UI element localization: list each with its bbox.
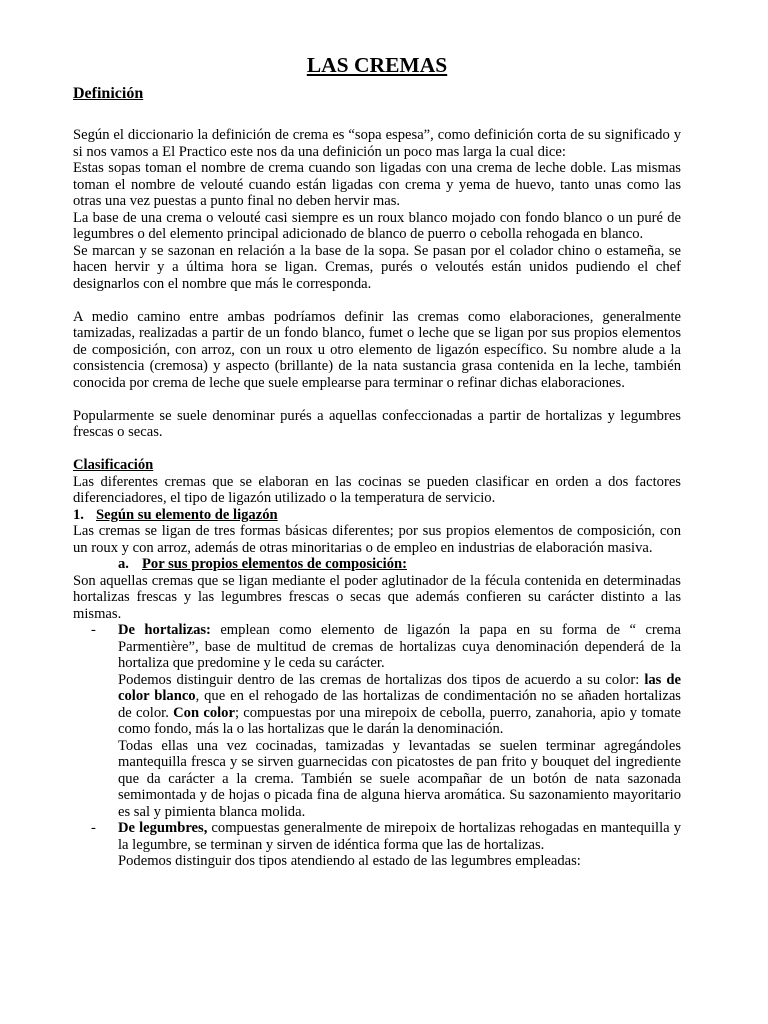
item-text: emplean como elemento de ligazón la papa en su forma de “ crema Parmentière”, base de multitud de cremas de hortalizas cuya denominación dependerá de la hortaliza que predomine y le ceda su carácter. [118, 622, 681, 671]
item-term: De legumbres, [118, 820, 208, 836]
spacer [73, 106, 681, 127]
indented-paragraph [73, 672, 681, 738]
bold-run: las de color blanco [118, 671, 681, 704]
indented-paragraph: Todas ellas una vez cocinadas, tamizadas y levantadas se suelen terminar agregándoles mantequilla fresca y se sirven guarnecidas con picatostes de pan frito y bouquet del ingrediente que da carácter a la crema. También se suele acompañar de un botón de nata sazonada semimontada y de hojas o picada fina de alguna hierva aromática. Su sazonamiento mayoritario es sal y pimienta blanca molida. [118, 737, 681, 820]
lettered-heading [73, 556, 681, 573]
bold-run: Con color [173, 704, 235, 721]
paragraph: Las diferentes cremas que se elaboran en las cocinas se pueden clasificar en orden a dos factores diferenciadores, el tipo de ligazón utilizado o la temperatura de servicio. [73, 473, 681, 506]
text-run: ; compuestas por una mirepoix de cebolla, puerro, zanahoria, apio y tomate como fondo, más la o las hortalizas que le darán la denominación. [118, 704, 682, 737]
section-heading-clasificacion: Clasificación [73, 457, 154, 473]
bullet-dash: - [91, 820, 96, 836]
list-title: Por sus propios elementos de composición: [142, 556, 407, 572]
paragraph: Las cremas se ligan de tres formas básicas diferentes; por sus propios elementos de composición, con un roux y con arroz, además de otras minoritarias o de empleo en industrias de elaboración masiva. [73, 523, 681, 556]
list-number: 1. [73, 506, 84, 523]
list-item [73, 820, 681, 853]
section-heading-definicion: Definición [73, 85, 144, 102]
indented-paragraph: Podemos distinguir dos tipos atendiendo al estado de las legumbres empleadas: [118, 853, 581, 869]
document-title: LAS CREMAS [306, 53, 448, 77]
text-run: , que en el rehogado de las hortalizas de condimentación no se añaden hortalizas de color. [118, 688, 681, 721]
list-item [73, 622, 681, 672]
item-term: De hortalizas: [118, 622, 211, 638]
paragraph: Según el diccionario la definición de crema es “sopa espesa”, como definición corta de su significado y si nos vamos a El Practico este nos da una definición un poco mas larga la cual dice: [73, 127, 681, 160]
paragraph: Se marcan y se sazonan en relación a la base de la sopa. Se pasan por el colador chino o estameña, se hacen hervir y a última hora se ligan. Cremas, purés o veloutés están unidos pudiendo el chef designarlos con el nombre que más le corresponda. [73, 242, 681, 292]
paragraph: Popularmente se suele denominar purés a aquellas confeccionadas a partir de hortalizas y legumbres frescas o secas. [73, 407, 681, 440]
text-run: Podemos distinguir dentro de las cremas de hortalizas dos tipos de acuerdo a su color: [118, 671, 645, 688]
paragraph: Son aquellas cremas que se ligan mediante el poder aglutinador de la fécula contenida en determinadas hortalizas frescas y las legumbres frescas o secas que además confieren su carácter distinto a las mismas. [73, 572, 681, 622]
paragraph: La base de una crema o velouté casi siempre es un roux blanco mojado con fondo blanco o un puré de legumbres o del elemento principal adicionado de blanco de puerro o cebolla rehogada en blanco. [73, 209, 681, 242]
numbered-heading [73, 507, 681, 524]
list-title: Según su elemento de ligazón [96, 506, 278, 523]
list-item-content [118, 820, 681, 853]
paragraph: Estas sopas toman el nombre de crema cuando son ligadas con una crema de leche doble. Las mismas toman el nombre de velouté cuando están ligadas con crema y yema de huevo, tanto unas como las otras una vez puestas a punto final no deben hervir mas. [73, 160, 681, 209]
spacer [73, 391, 681, 408]
item-text: compuestas generalmente de mirepoix de hortalizas rehogadas en mantequilla y la legumbre, se terminan y sirven de idéntica forma que las de hortalizas. [118, 820, 681, 853]
paragraph: A medio camino entre ambas podríamos definir las cremas como elaboraciones, generalmente tamizadas, realizadas a partir de un fondo blanco, fumet o leche que se ligan por sus propios elementos de composición, con arroz, con un roux u otro elemento de ligazón específico. Su nombre alude a la consistencia (cremosa) y aspecto (brillante) de la nata sustancia grasa contenida en la leche, también conocida por crema de leche que suele emplearse para terminar o refinar dichas elaboraciones. [73, 308, 681, 391]
spacer [73, 292, 681, 309]
list-letter: a. [118, 556, 129, 572]
list-item-content [118, 622, 681, 672]
spacer [73, 441, 681, 458]
bullet-dash: - [91, 622, 96, 638]
